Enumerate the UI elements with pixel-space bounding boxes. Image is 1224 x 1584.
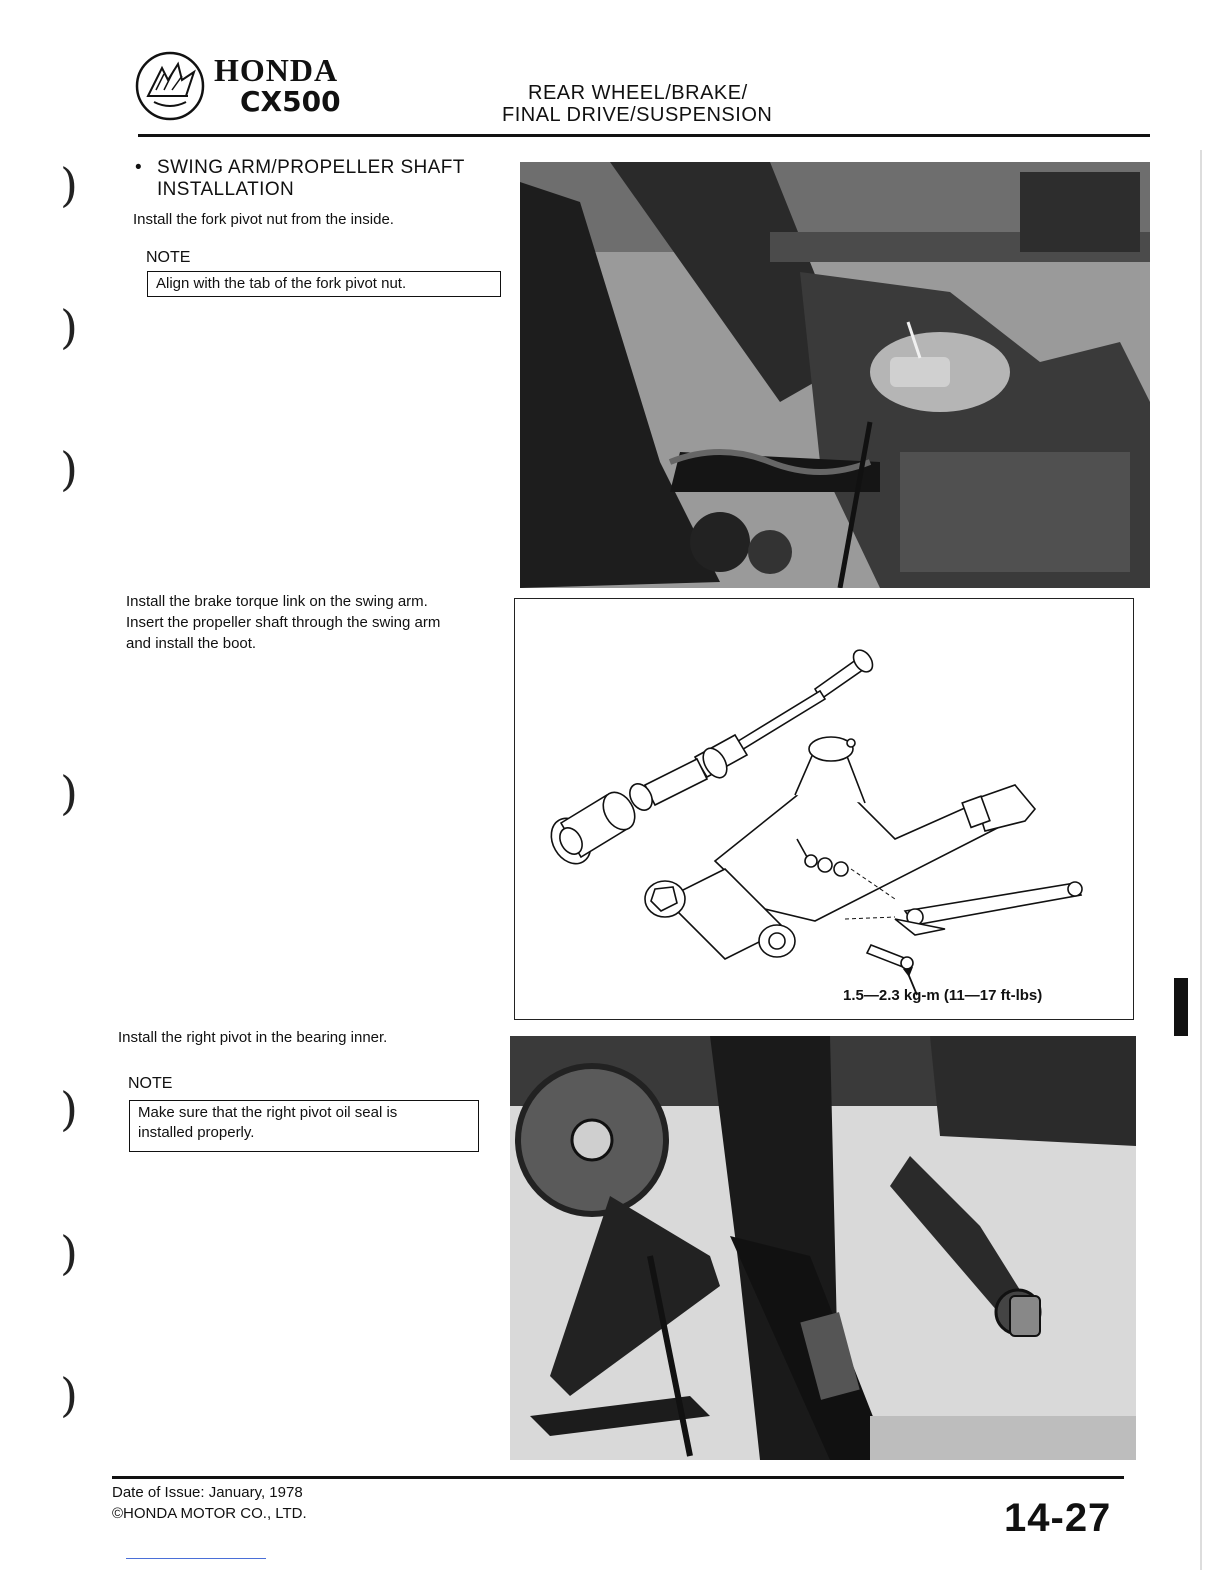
step3-text: Install the right pivot in the bearing inner.	[118, 1029, 388, 1046]
binding-mark: )	[60, 1082, 78, 1136]
binding-mark: )	[60, 1368, 78, 1422]
binding-mark: )	[60, 158, 78, 212]
binding-mark: )	[60, 1226, 78, 1280]
header-rule	[138, 134, 1150, 137]
step1-text: Install the fork pivot nut from the inside.	[133, 211, 394, 228]
heading-line1: SWING ARM/PROPELLER SHAFT	[157, 157, 465, 178]
swing-arm-diagram	[514, 598, 1134, 1020]
step3-note-box	[129, 1100, 479, 1152]
binding-mark: )	[60, 442, 78, 496]
section-title-line1: REAR WHEEL/BRAKE/	[528, 82, 748, 104]
honda-wing-logo	[134, 50, 206, 122]
step1-note-box: Align with the tab of the fork pivot nut.	[147, 271, 501, 297]
step2-line3: and install the boot.	[126, 635, 257, 652]
copyright: ©HONDA MOTOR CO., LTD.	[112, 1505, 307, 1522]
step3-note-label: NOTE	[128, 1075, 173, 1092]
section-heading	[135, 157, 465, 201]
photo-fork-pivot-nut	[520, 162, 1150, 588]
binding-mark: )	[60, 300, 78, 354]
heading-line2: INSTALLATION	[157, 179, 295, 200]
bullet: •	[135, 157, 143, 178]
section-title-line2: FINAL DRIVE/SUSPENSION	[502, 104, 773, 126]
swing-arm-exploded-drawing	[515, 599, 1135, 1021]
step2-line2: Insert the propeller shaft through the swing arm	[126, 614, 441, 631]
photo-right-pivot	[510, 1036, 1136, 1460]
date-of-issue: Date of Issue: January, 1978	[112, 1484, 303, 1501]
step3-note-line1: Make sure that the right pivot oil seal is	[138, 1104, 398, 1121]
step3-note-line2: installed properly.	[138, 1124, 255, 1141]
model-name: CX500	[240, 85, 341, 118]
bottom-underline	[126, 1558, 266, 1559]
torque-spec-label: 1.5—2.3 kg-m (11—17 ft-lbs)	[843, 987, 1043, 1004]
footer-rule	[112, 1476, 1124, 1479]
page-edge	[1200, 150, 1202, 1570]
section-tab-marker	[1174, 978, 1188, 1036]
step2-line1: Install the brake torque link on the swing arm.	[126, 593, 428, 610]
brand-name: HONDA	[214, 52, 339, 88]
step1-note-label: NOTE	[146, 249, 191, 266]
page-number: 14-27	[1004, 1496, 1112, 1540]
binding-mark: )	[60, 766, 78, 820]
